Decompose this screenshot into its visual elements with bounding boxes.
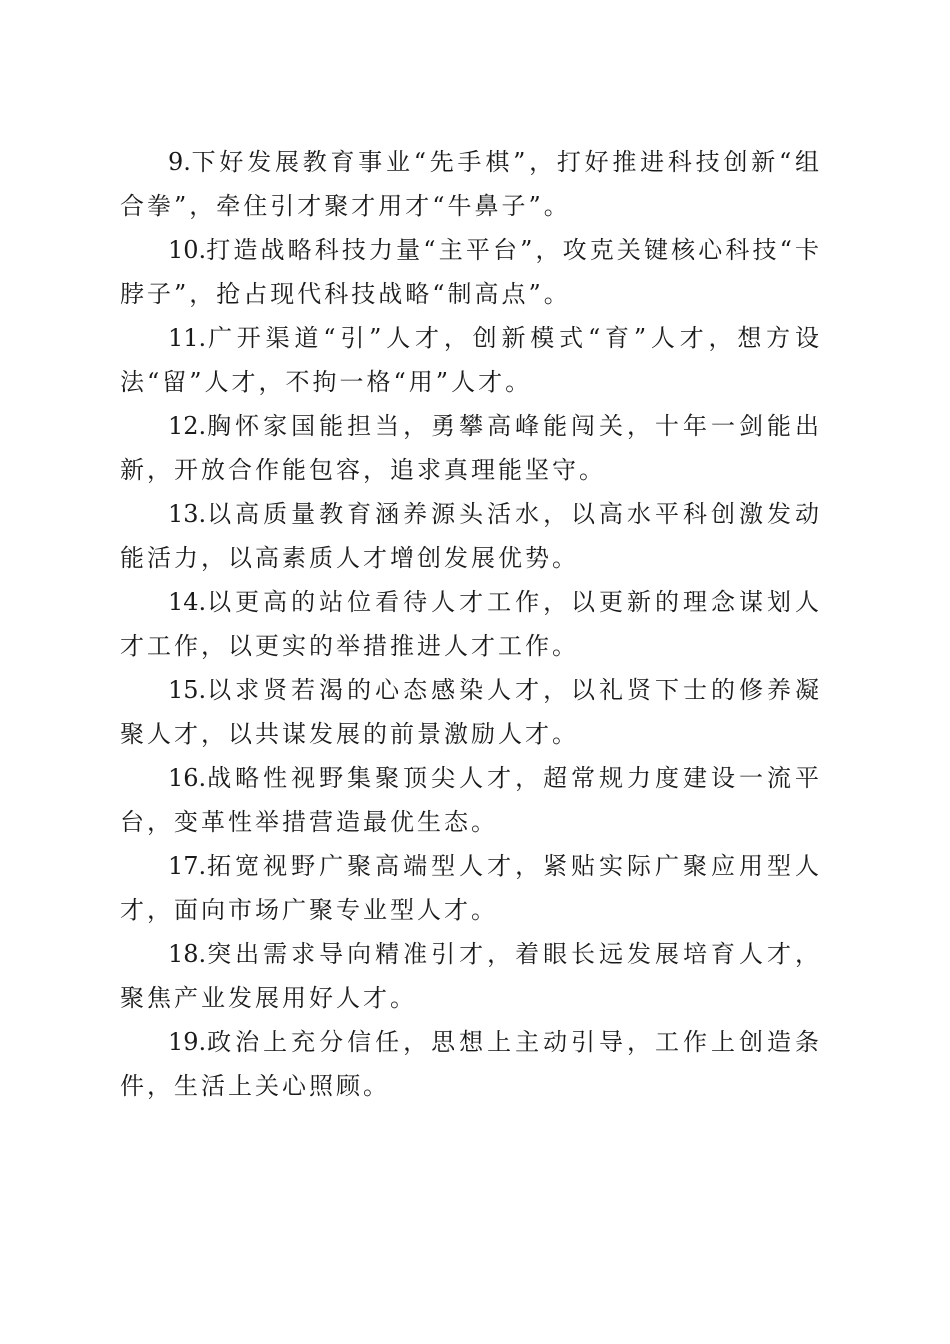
paragraph-13: [120, 492, 822, 580]
paragraph-15: [120, 668, 822, 756]
document-body: [120, 140, 822, 1108]
paragraph-number: 18.: [168, 940, 207, 968]
paragraph-text: 政治上充分信任，思想上主动引导，工作上创造条件，生活上关心照顾。: [120, 1028, 822, 1100]
paragraph-text: 突出需求导向精准引才，着眼长远发展培育人才，聚焦产业发展用好人才。: [120, 940, 822, 1012]
paragraph-number: 9.: [168, 148, 191, 176]
paragraph-10: [120, 228, 822, 316]
paragraph-number: 13.: [168, 500, 207, 528]
paragraph-text: 广开渠道“引”人才，创新模式“育”人才，想方设法“留”人才，不拘一格“用”人才。: [120, 324, 822, 396]
paragraph-number: 19.: [168, 1028, 207, 1056]
paragraph-9: [120, 140, 822, 228]
paragraph-number: 14.: [168, 588, 207, 616]
paragraph-16: [120, 756, 822, 844]
paragraph-11: [120, 316, 822, 404]
paragraph-number: 17.: [168, 852, 207, 880]
paragraph-number: 15.: [168, 676, 207, 704]
paragraph-text: 以高质量教育涵养源头活水，以高水平科创激发动能活力，以高素质人才增创发展优势。: [120, 500, 822, 572]
paragraph-text: 打造战略科技力量“主平台”，攻克关键核心科技“卡脖子”，抢占现代科技战略“制高点”。: [120, 236, 822, 308]
paragraph-text: 战略性视野集聚顶尖人才，超常规力度建设一流平台，变革性举措营造最优生态。: [120, 764, 822, 836]
paragraph-number: 16.: [168, 764, 207, 792]
paragraph-17: [120, 844, 822, 932]
paragraph-text: 以求贤若渴的心态感染人才，以礼贤下士的修养凝聚人才，以共谋发展的前景激励人才。: [120, 676, 822, 748]
paragraph-text: 下好发展教育事业“先手棋”，打好推进科技创新“组合拳”，牵住引才聚才用才“牛鼻子”。: [120, 148, 822, 220]
paragraph-18: [120, 932, 822, 1020]
paragraph-number: 10.: [168, 236, 207, 264]
paragraph-number: 12.: [168, 412, 207, 440]
paragraph-text: 拓宽视野广聚高端型人才，紧贴实际广聚应用型人才，面向市场广聚专业型人才。: [120, 852, 822, 924]
paragraph-number: 11.: [168, 324, 207, 352]
paragraph-text: 胸怀家国能担当，勇攀高峰能闯关，十年一剑能出新，开放合作能包容，追求真理能坚守。: [120, 412, 822, 484]
paragraph-14: [120, 580, 822, 668]
paragraph-19: [120, 1020, 822, 1108]
paragraph-12: [120, 404, 822, 492]
paragraph-text: 以更高的站位看待人才工作，以更新的理念谋划人才工作，以更实的举措推进人才工作。: [120, 588, 822, 660]
